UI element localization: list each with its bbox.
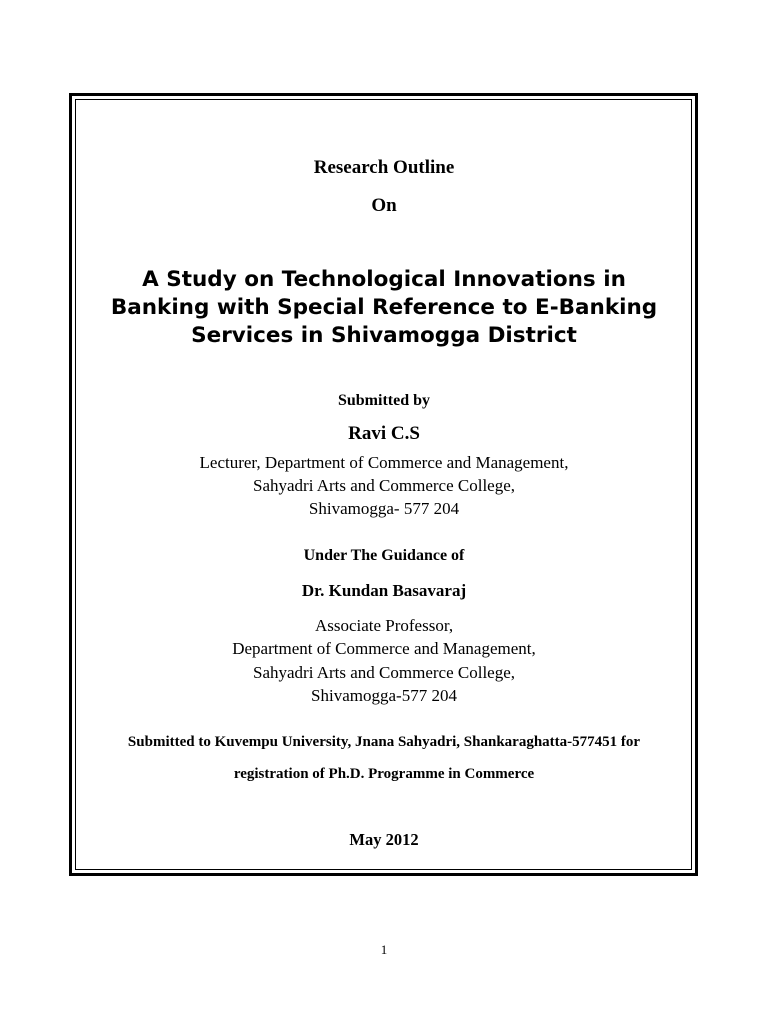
author-name: Ravi C.S [348, 423, 420, 444]
author-affiliation-line: Lecturer, Department of Commerce and Management, [199, 453, 569, 472]
document-heading: Research Outline [313, 157, 455, 178]
guide-name: Dr. Kundan Basavaraj [301, 581, 467, 600]
title-line-3: Services in Shivamogga District [191, 323, 577, 348]
guide-affiliation-line: Associate Professor, [314, 616, 454, 635]
title-line-1: A Study on Technological Innovations in [142, 267, 626, 292]
guide-affiliation-line: Sahyadri Arts and Commerce College, [252, 663, 516, 682]
guidance-label: Under The Guidance of [303, 547, 465, 564]
guide-affiliation-line: Shivamogga-577 204 [311, 686, 457, 705]
document-on: On [371, 195, 397, 216]
author-affiliation-line: Shivamogga- 577 204 [308, 499, 460, 518]
submission-statement-line: Submitted to Kuvempu University, Jnana Sahyadri, Shankaraghatta-577451 for [127, 734, 641, 750]
submission-date: May 2012 [349, 830, 419, 849]
author-affiliation-line: Sahyadri Arts and Commerce College, [252, 476, 516, 495]
title-line-2: Banking with Special Reference to E-Banking [110, 295, 658, 320]
submitted-by-label: Submitted by [337, 392, 431, 409]
guide-affiliation-line: Department of Commerce and Management, [232, 639, 536, 658]
submission-statement-line: registration of Ph.D. Programme in Commerce [233, 766, 535, 782]
page-number: 1 [380, 942, 388, 957]
